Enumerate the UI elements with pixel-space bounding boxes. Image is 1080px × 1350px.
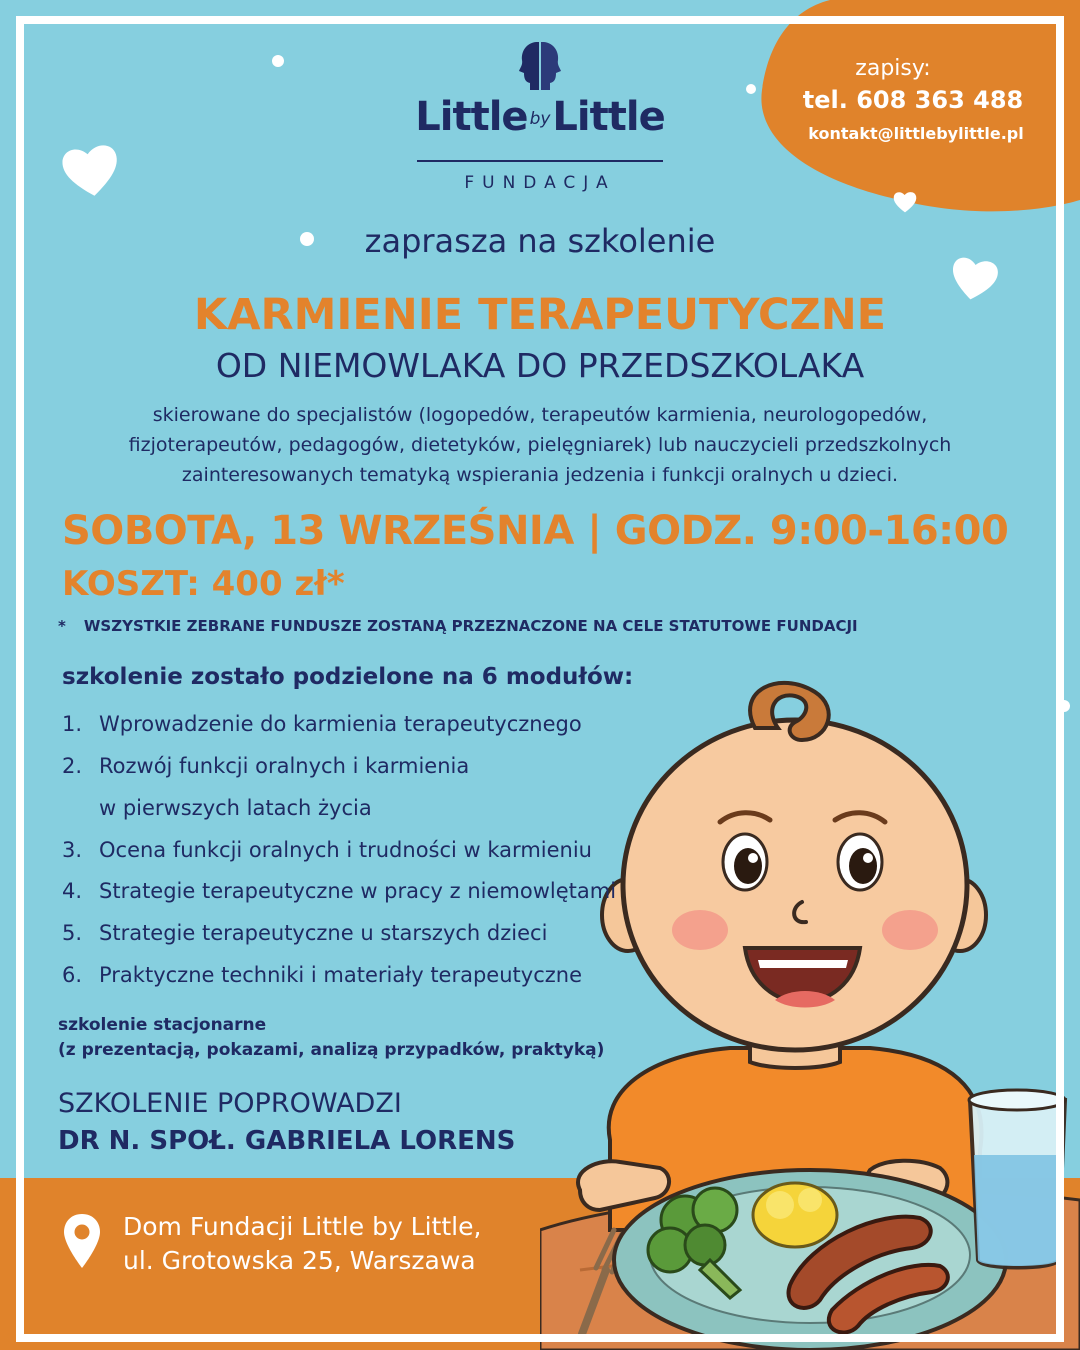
list-number: 6. [62,963,83,987]
logo-word-by: by [529,109,551,129]
child-eating-illustration [540,670,1080,1350]
trainer-label: SZKOLENIE POPROWADZI [58,1088,402,1119]
heart-icon [892,190,918,214]
decor-dot [1058,700,1070,712]
list-item [62,921,547,945]
heart-icon [948,255,1000,303]
description-line: zainteresowanych tematyką wspierania jedzenia i funkcji oralnych u dzieci. [181,464,899,486]
contact-label: zapisy: [855,56,931,81]
list-number: 3. [62,838,83,862]
decor-dot [746,84,756,94]
event-title: KARMIENIE TERAPEUTYCZNE [193,290,887,340]
invite-text: zaprasza na szkolenie [364,222,716,260]
contact-email[interactable]: kontakt@littlebylittle.pl [808,124,1024,143]
footnote-mark: * [58,617,66,635]
description [40,400,1040,490]
format-line: szkolenie stacjonarne [58,1015,267,1035]
date-time: SOBOTA, 13 WRZEŚNIA | GODZ. 9:00-16:00 [62,508,1009,554]
format-line: (z prezentacją, pokazami, analizą przypadków, praktyką) [58,1040,605,1060]
logo-word-right: Little [552,94,665,140]
footnote [58,617,858,635]
cost: KOSZT: 400 zł* [62,564,345,604]
trainer-name: DR N. SPOŁ. GABRIELA LORENS [58,1126,516,1156]
description-line: fizjoterapeutów, pedagogów, dietetyków, pielęgniarek) lub nauczycieli przedszkolnych [128,434,952,456]
decor-dot [272,55,284,67]
list-text: Ocena funkcji oralnych i trudności w karmieniu [99,838,592,862]
list-item [62,963,582,987]
footnote-text: WSZYSTKIE ZEBRANE FUNDUSZE ZOSTANĄ PRZEZNACZONE NA CELE STATUTOWE FUNDACJI [83,617,858,635]
list-text: Strategie terapeutyczne w pracy z niemowlętami [99,879,617,903]
list-item [62,838,592,862]
logo-word-left: Little [415,94,528,140]
list-number: 2. [62,754,83,778]
list-text: Wprowadzenie do karmienia terapeutycznego [99,712,582,736]
location-pin-icon [62,1212,102,1270]
list-item [62,754,469,778]
list-text: w pierwszych latach życia [99,796,372,820]
profile-heads-logo-icon [516,40,564,92]
list-number: 1. [62,712,83,736]
list-item [62,879,616,903]
list-text: Strategie terapeutyczne u starszych dzieci [99,921,548,945]
event-subtitle: OD NIEMOWLAKA DO PRZEDSZKOLAKA [215,346,865,385]
location-line: Dom Fundacji Little by Little, [123,1212,482,1241]
heart-icon [60,142,122,200]
list-text: Praktyczne techniki i materiały terapeutyczne [99,963,582,987]
list-number: 4. [62,879,83,903]
modules-heading: szkolenie zostało podzielone na 6 modułów: [62,664,634,690]
list-text: Rozwój funkcji oralnych i karmienia [99,754,470,778]
list-item [62,712,582,736]
logo-subtitle: FUNDACJA [464,173,616,193]
logo-wordmark [380,94,700,140]
list-item [62,796,372,820]
location-line: ul. Grotowska 25, Warszawa [123,1246,476,1275]
contact-phone[interactable]: tel. 608 363 488 [802,86,1024,114]
logo-divider [417,160,663,162]
list-number: 5. [62,921,83,945]
description-line: skierowane do specjalistów (logopedów, terapeutów karmienia, neurologopedów, [152,404,928,426]
